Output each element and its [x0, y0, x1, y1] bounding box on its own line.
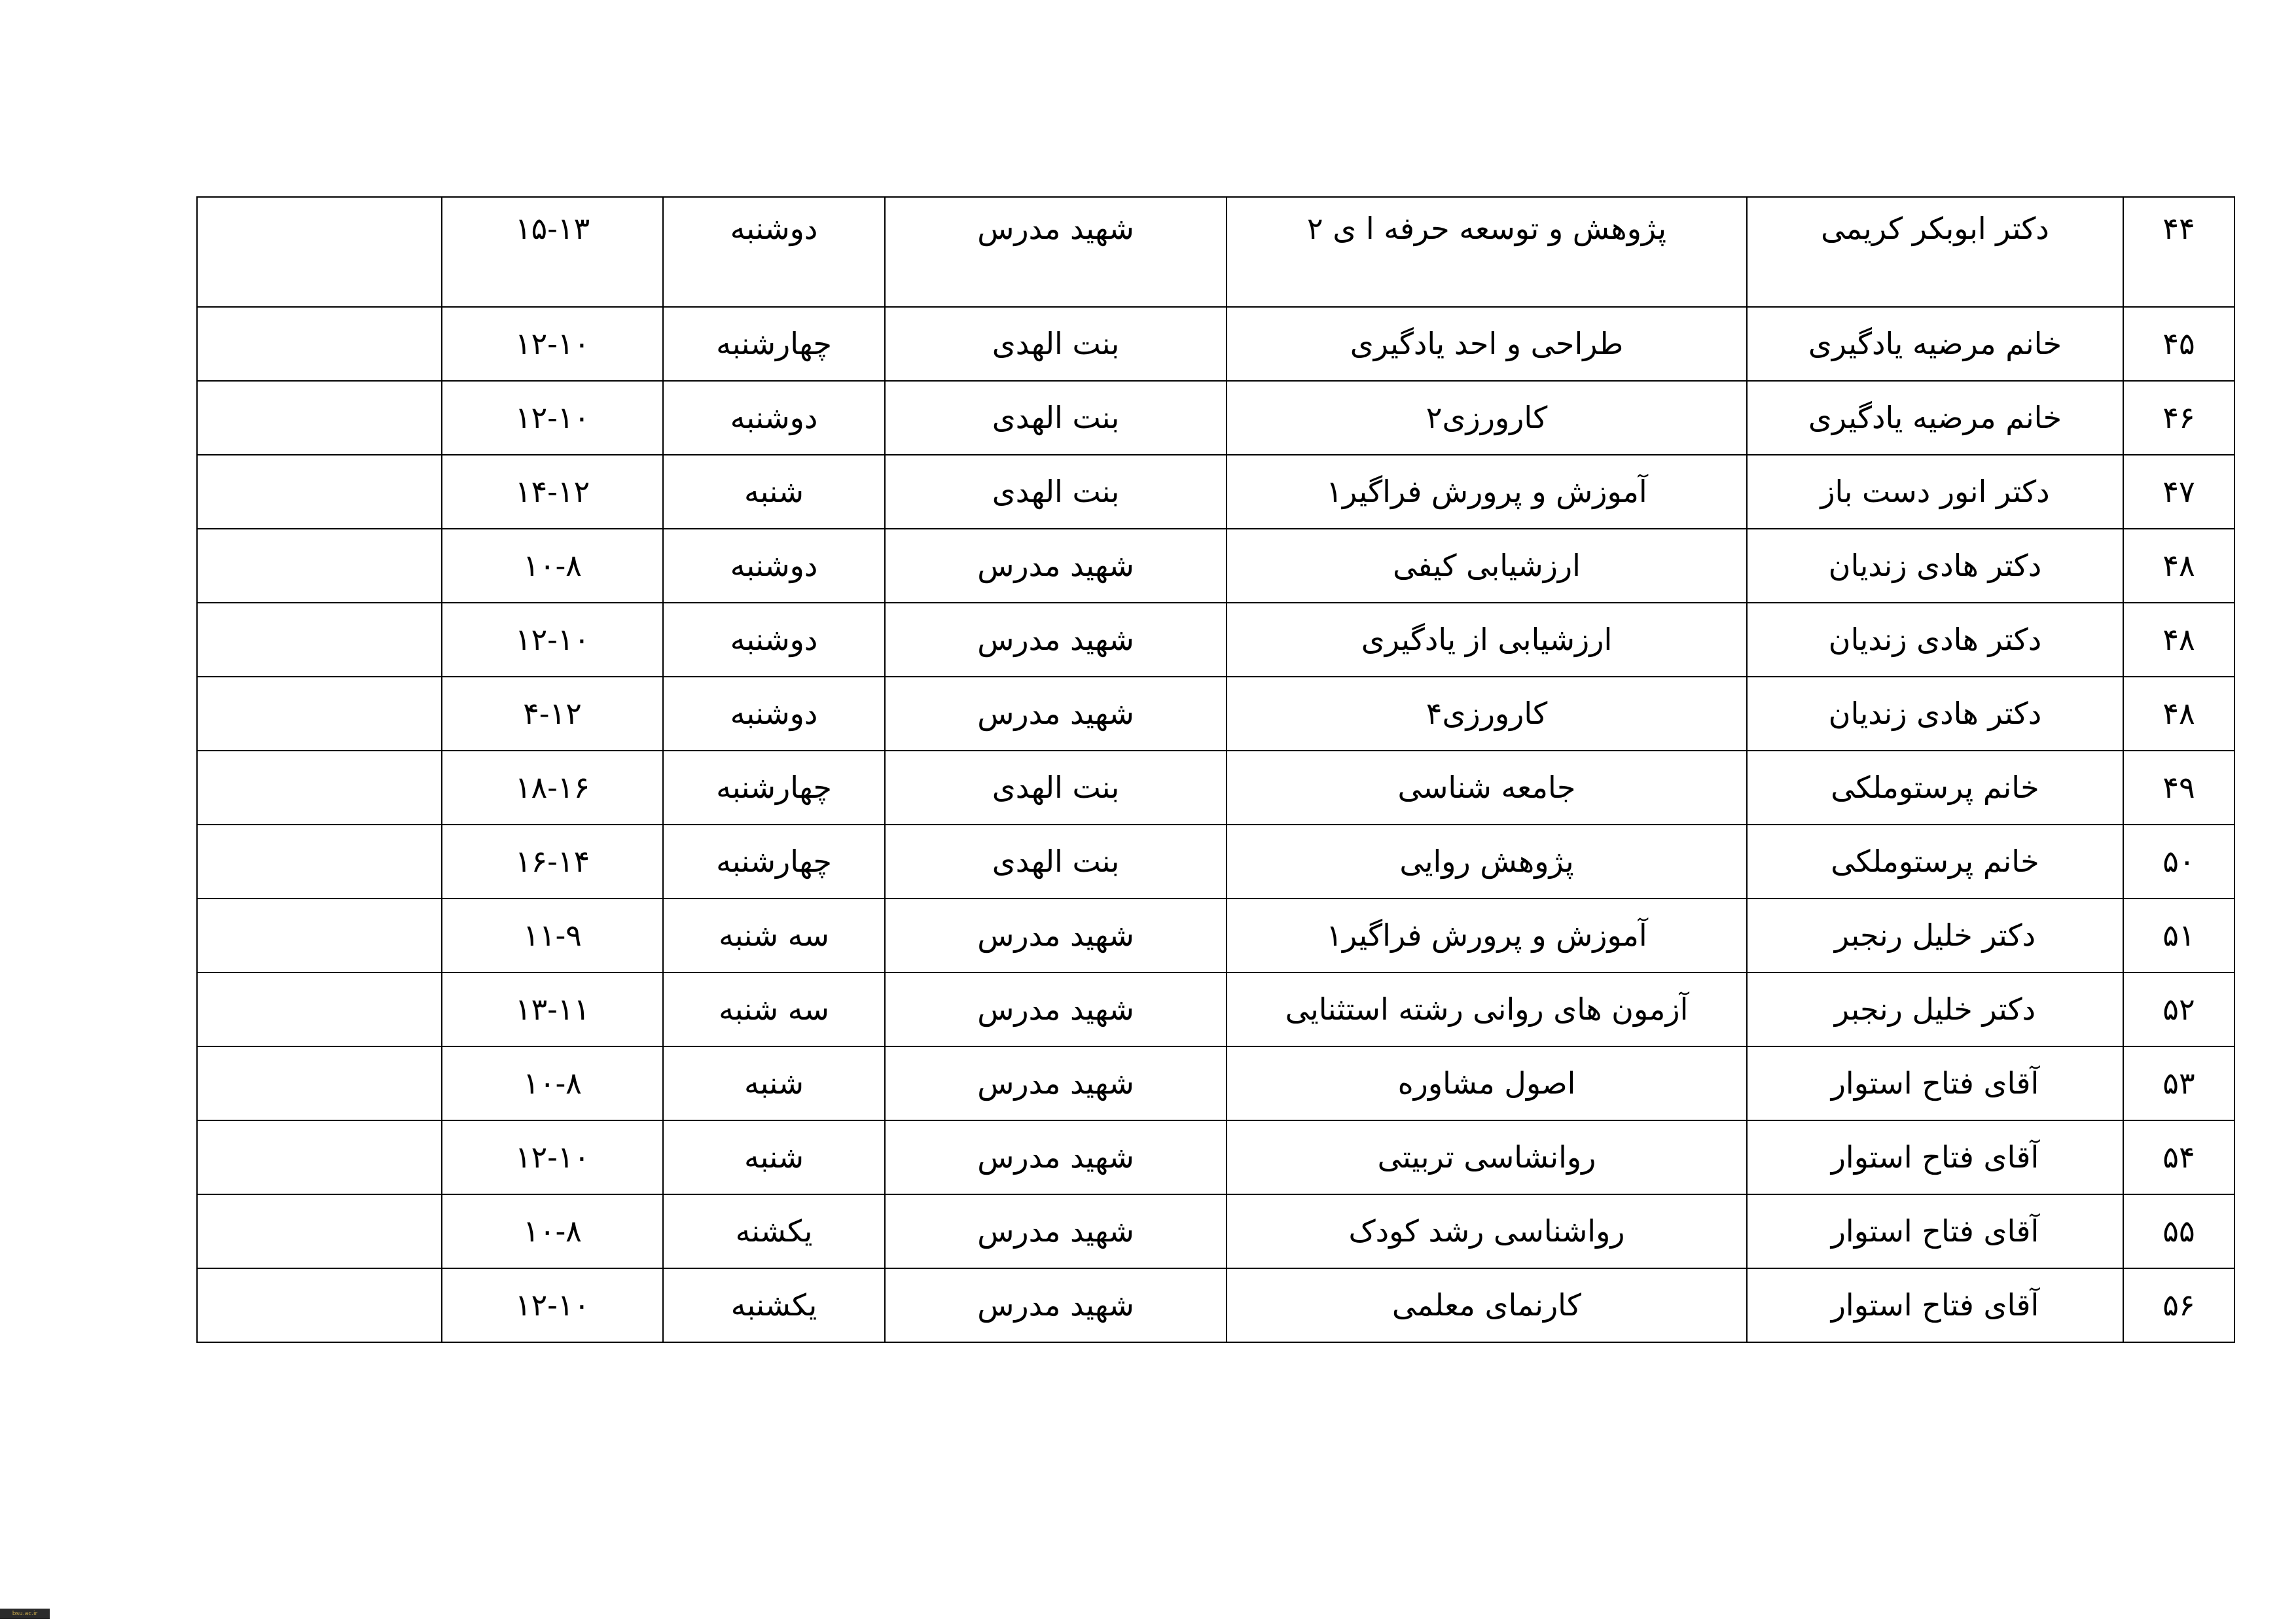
empty-cell	[197, 751, 442, 825]
table-row	[197, 381, 2234, 455]
row-number-cell: ۴۸	[2123, 529, 2234, 603]
table-row	[197, 1120, 2234, 1194]
location-cell: شهید مدرس	[885, 677, 1227, 751]
instructor-name-cell: خانم پرستوملکی	[1747, 751, 2123, 825]
course-title-cell: روانشاسی تربیتی	[1227, 1120, 1747, 1194]
corner-watermark: bsu.ac.ir	[0, 1609, 50, 1619]
empty-cell	[197, 197, 442, 307]
course-title-cell: کارورزی۴	[1227, 677, 1747, 751]
course-title-cell: آموزش و پرورش فراگیر۱	[1227, 455, 1747, 529]
row-number-cell: ۴۸	[2123, 603, 2234, 677]
instructor-name-cell: دکتر خلیل رنجبر	[1747, 972, 2123, 1046]
time-slot-cell: ۱۲-۱۰	[442, 603, 663, 677]
instructor-name-cell: دکتر هادی زندیان	[1747, 677, 2123, 751]
time-slot-cell: ۱۴-۱۲	[442, 455, 663, 529]
empty-cell	[197, 1268, 442, 1342]
empty-cell	[197, 972, 442, 1046]
course-title-cell: پژوهش روایی	[1227, 825, 1747, 899]
table-row	[197, 677, 2234, 751]
row-number-cell: ۴۸	[2123, 677, 2234, 751]
instructor-name-cell: دکتر انور دست باز	[1747, 455, 2123, 529]
table-row	[197, 455, 2234, 529]
time-slot-cell: ۱۱-۹	[442, 899, 663, 972]
table-row	[197, 751, 2234, 825]
table-row	[197, 1268, 2234, 1342]
course-title-cell: رواشناسی رشد کودک	[1227, 1194, 1747, 1268]
weekday-cell: شنبه	[663, 455, 885, 529]
time-slot-cell: ۱۸-۱۶	[442, 751, 663, 825]
instructor-name-cell: آقای فتاح استوار	[1747, 1120, 2123, 1194]
table-row	[197, 197, 2234, 307]
location-cell: بنت الهدی	[885, 455, 1227, 529]
location-cell: بنت الهدی	[885, 825, 1227, 899]
weekday-cell: دوشنبه	[663, 381, 885, 455]
table-row	[197, 529, 2234, 603]
course-title-cell: پژوهش و توسعه حرفه ا ی ۲	[1227, 197, 1747, 307]
course-title-cell: کارنمای معلمی	[1227, 1268, 1747, 1342]
location-cell: بنت الهدی	[885, 307, 1227, 381]
table-row	[197, 972, 2234, 1046]
row-number-cell: ۵۶	[2123, 1268, 2234, 1342]
empty-cell	[197, 825, 442, 899]
weekday-cell: سه شنبه	[663, 972, 885, 1046]
location-cell: شهید مدرس	[885, 1046, 1227, 1120]
row-number-cell: ۵۵	[2123, 1194, 2234, 1268]
table-row	[197, 825, 2234, 899]
time-slot-cell: ۱۲-۱۰	[442, 1268, 663, 1342]
row-number-cell: ۵۰	[2123, 825, 2234, 899]
instructor-name-cell: دکتر هادی زندیان	[1747, 529, 2123, 603]
empty-cell	[197, 1194, 442, 1268]
time-slot-cell: ۴-۱۲	[442, 677, 663, 751]
weekday-cell: دوشنبه	[663, 529, 885, 603]
table-row	[197, 603, 2234, 677]
instructor-name-cell: آقای فتاح استوار	[1747, 1194, 2123, 1268]
time-slot-cell: ۱۳-۱۱	[442, 972, 663, 1046]
instructor-name-cell: خانم پرستوملکی	[1747, 825, 2123, 899]
weekday-cell: چهارشنبه	[663, 825, 885, 899]
location-cell: شهید مدرس	[885, 1194, 1227, 1268]
row-number-cell: ۵۲	[2123, 972, 2234, 1046]
location-cell: شهید مدرس	[885, 899, 1227, 972]
schedule-table	[196, 196, 2235, 1343]
time-slot-cell: ۱۲-۱۰	[442, 1120, 663, 1194]
row-number-cell: ۴۵	[2123, 307, 2234, 381]
instructor-name-cell: دکتر هادی زندیان	[1747, 603, 2123, 677]
weekday-cell: شنبه	[663, 1120, 885, 1194]
instructor-name-cell: آقای فتاح استوار	[1747, 1268, 2123, 1342]
table-row	[197, 899, 2234, 972]
table-row	[197, 307, 2234, 381]
instructor-name-cell: خانم مرضیه یادگیری	[1747, 381, 2123, 455]
weekday-cell: یکشنه	[663, 1194, 885, 1268]
location-cell: بنت الهدی	[885, 381, 1227, 455]
time-slot-cell: ۱۰-۸	[442, 529, 663, 603]
instructor-name-cell: خانم مرضیه یادگیری	[1747, 307, 2123, 381]
instructor-name-cell: دکتر خلیل رنجبر	[1747, 899, 2123, 972]
location-cell: شهید مدرس	[885, 603, 1227, 677]
time-slot-cell: ۱۰-۸	[442, 1194, 663, 1268]
empty-cell	[197, 1120, 442, 1194]
weekday-cell: دوشنبه	[663, 197, 885, 307]
instructor-name-cell: دکتر ابوبکر کریمی	[1747, 197, 2123, 307]
empty-cell	[197, 677, 442, 751]
course-title-cell: آزمون های روانی رشته استثنایی	[1227, 972, 1747, 1046]
time-slot-cell: ۱۰-۸	[442, 1046, 663, 1120]
empty-cell	[197, 1046, 442, 1120]
row-number-cell: ۵۳	[2123, 1046, 2234, 1120]
course-title-cell: جامعه شناسی	[1227, 751, 1747, 825]
weekday-cell: شنبه	[663, 1046, 885, 1120]
row-number-cell: ۴۶	[2123, 381, 2234, 455]
empty-cell	[197, 381, 442, 455]
weekday-cell: چهارشنبه	[663, 307, 885, 381]
empty-cell	[197, 455, 442, 529]
time-slot-cell: ۱۵-۱۳	[442, 197, 663, 307]
weekday-cell: دوشنبه	[663, 603, 885, 677]
empty-cell	[197, 899, 442, 972]
location-cell: شهید مدرس	[885, 972, 1227, 1046]
row-number-cell: ۴۹	[2123, 751, 2234, 825]
weekday-cell: یکشنبه	[663, 1268, 885, 1342]
time-slot-cell: ۱۶-۱۴	[442, 825, 663, 899]
table-row	[197, 1194, 2234, 1268]
time-slot-cell: ۱۲-۱۰	[442, 307, 663, 381]
weekday-cell: دوشنبه	[663, 677, 885, 751]
course-title-cell: طراحی و احد یادگیری	[1227, 307, 1747, 381]
row-number-cell: ۴۴	[2123, 197, 2234, 307]
location-cell: شهید مدرس	[885, 1268, 1227, 1342]
location-cell: شهید مدرس	[885, 529, 1227, 603]
row-number-cell: ۵۱	[2123, 899, 2234, 972]
empty-cell	[197, 603, 442, 677]
course-title-cell: کارورزی۲	[1227, 381, 1747, 455]
course-title-cell: ارزشیابی کیفی	[1227, 529, 1747, 603]
location-cell: بنت الهدی	[885, 751, 1227, 825]
course-title-cell: اصول مشاوره	[1227, 1046, 1747, 1120]
row-number-cell: ۴۷	[2123, 455, 2234, 529]
schedule-body	[197, 197, 2234, 1342]
row-number-cell: ۵۴	[2123, 1120, 2234, 1194]
location-cell: شهید مدرس	[885, 197, 1227, 307]
table-row	[197, 1046, 2234, 1120]
instructor-name-cell: آقای فتاح استوار	[1747, 1046, 2123, 1120]
course-title-cell: آموزش و پرورش فراگیر۱	[1227, 899, 1747, 972]
time-slot-cell: ۱۲-۱۰	[442, 381, 663, 455]
empty-cell	[197, 529, 442, 603]
location-cell: شهید مدرس	[885, 1120, 1227, 1194]
course-title-cell: ارزشیابی از یادگیری	[1227, 603, 1747, 677]
weekday-cell: سه شنبه	[663, 899, 885, 972]
empty-cell	[197, 307, 442, 381]
weekday-cell: چهارشنبه	[663, 751, 885, 825]
